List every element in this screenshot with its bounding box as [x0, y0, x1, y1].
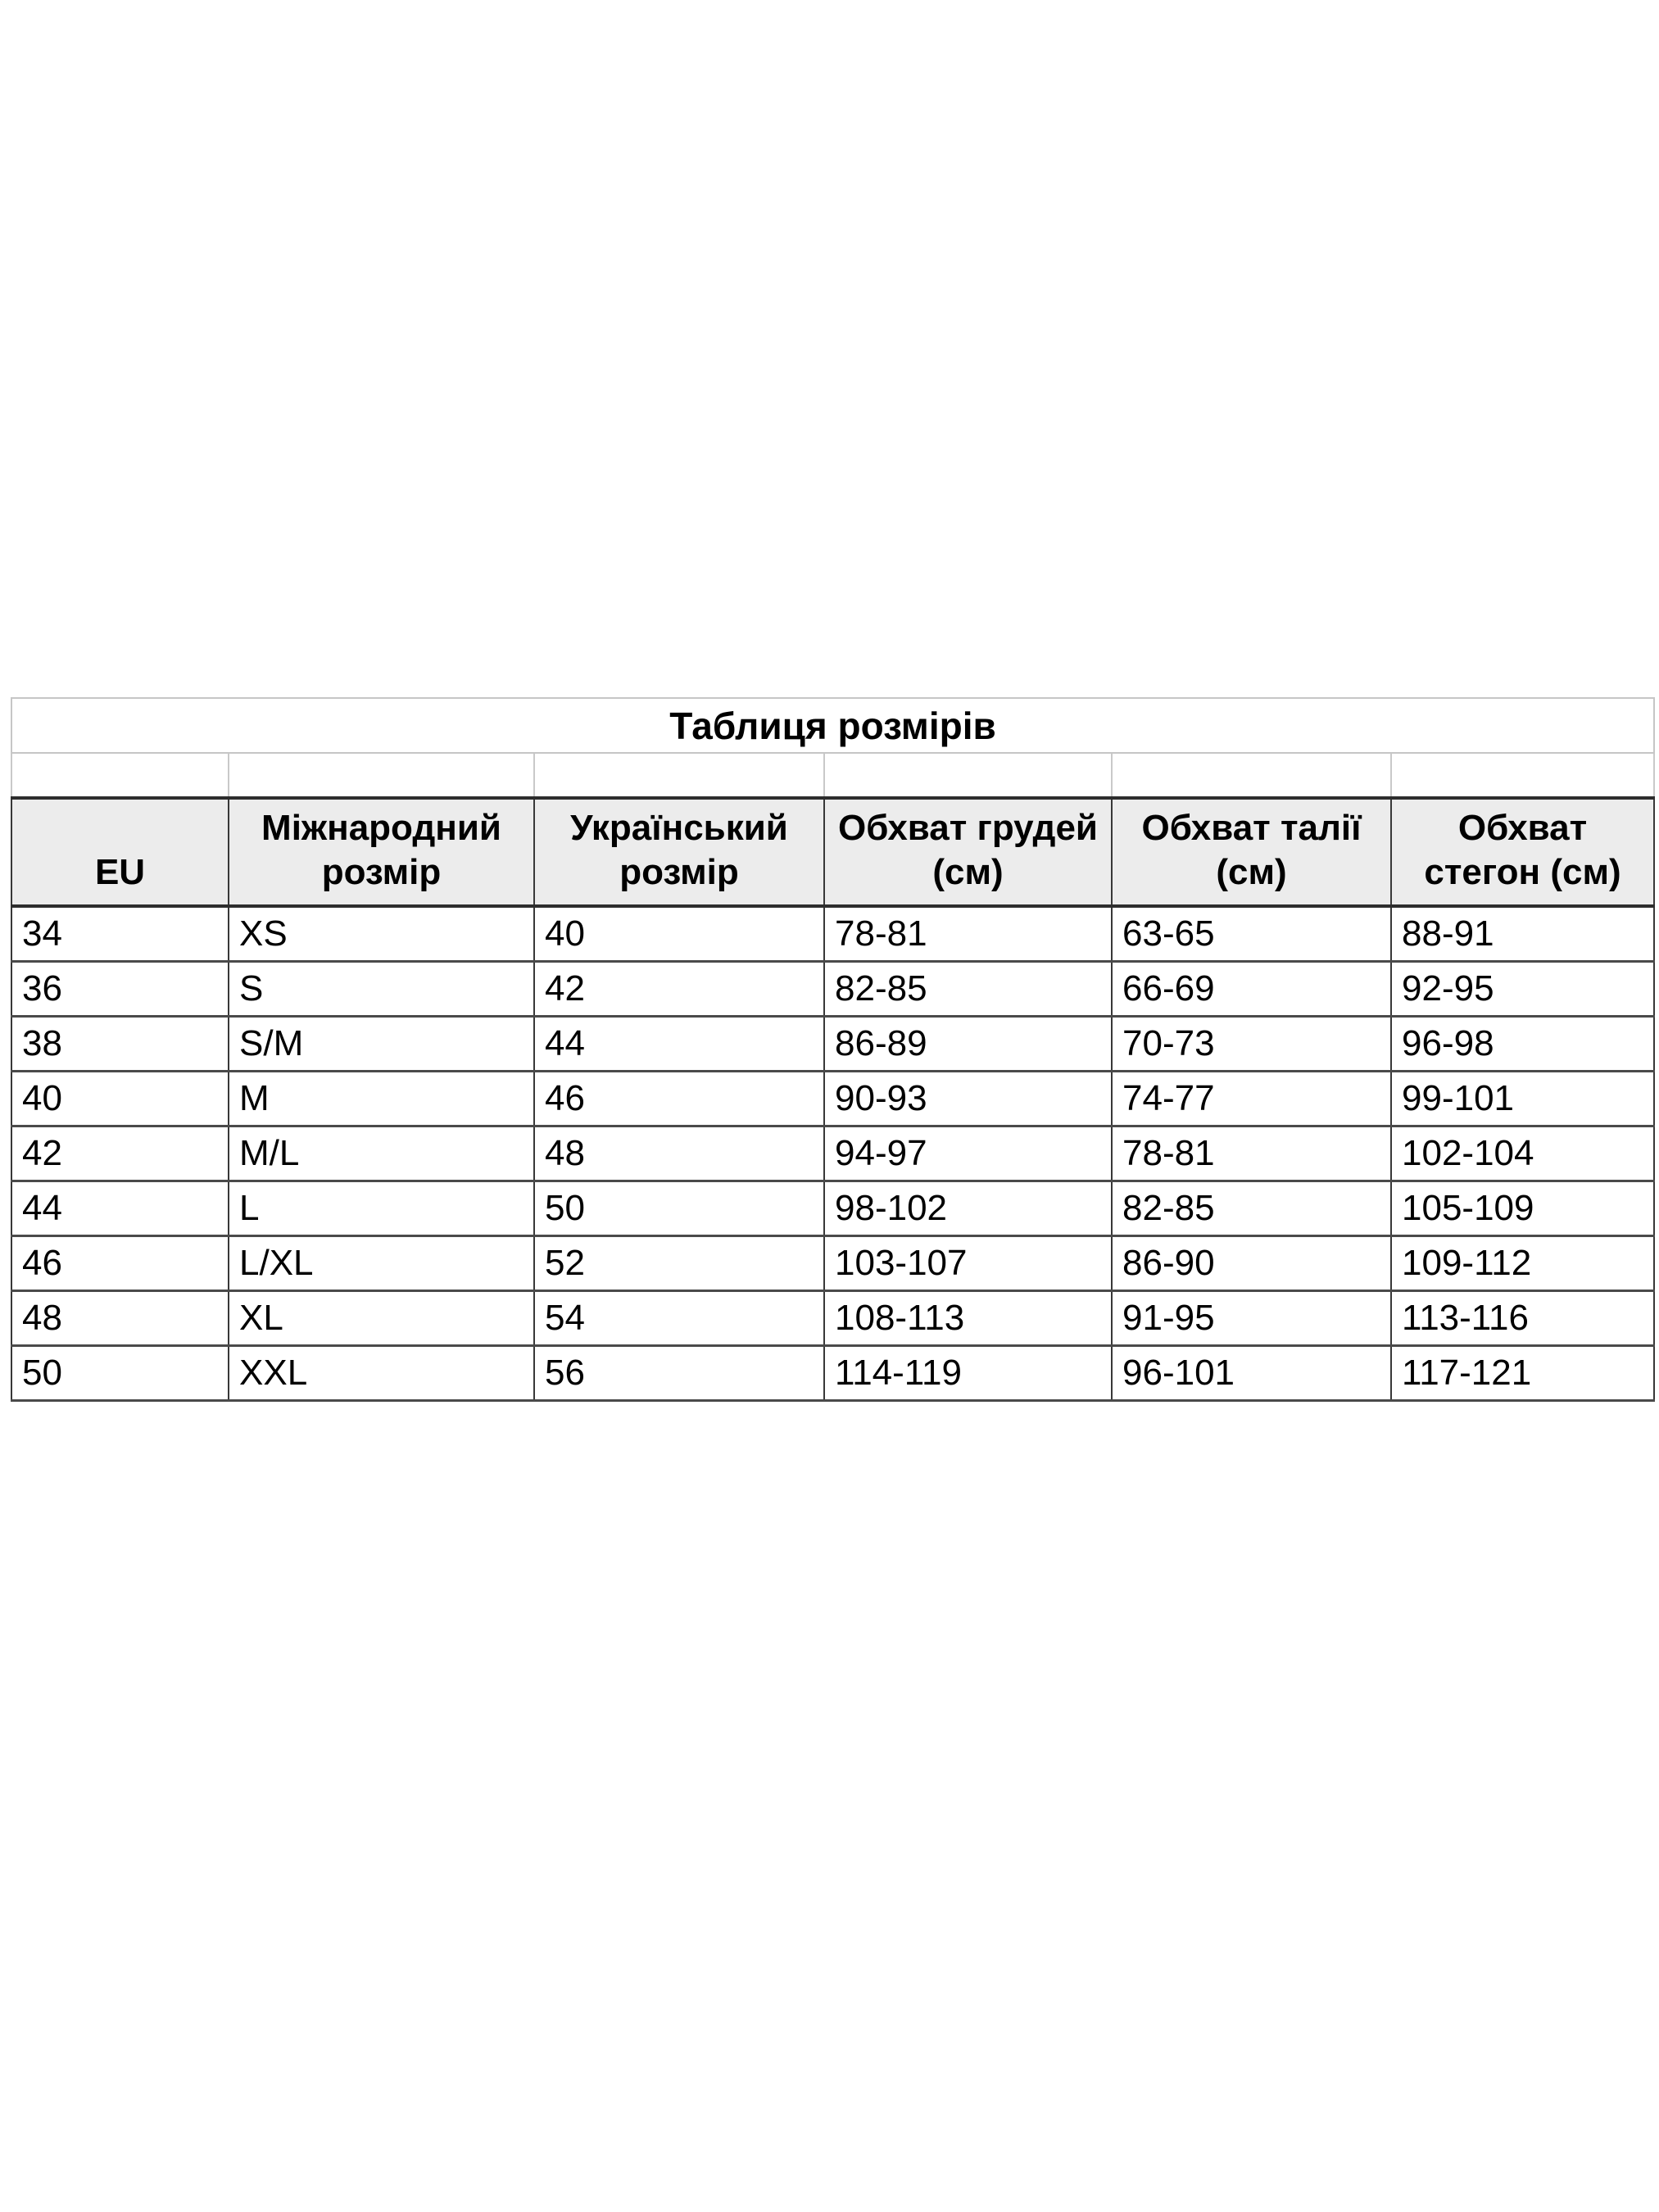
cell: 82-85 — [1112, 1181, 1391, 1235]
table-body — [11, 906, 1654, 1400]
table-row — [11, 1126, 1654, 1181]
column-header: Український розмір — [534, 798, 824, 906]
table-row — [11, 1016, 1654, 1071]
cell: 44 — [11, 1181, 229, 1235]
cell: 86-90 — [1112, 1235, 1391, 1290]
cell: 96-98 — [1391, 1016, 1654, 1071]
table-row — [11, 1181, 1654, 1235]
column-header: Обхват грудей (см) — [824, 798, 1112, 906]
cell: L/XL — [229, 1235, 534, 1290]
cell: 96-101 — [1112, 1345, 1391, 1400]
spacer-cell — [229, 753, 534, 798]
table-title: Таблиця розмірів — [11, 698, 1654, 753]
header-row — [11, 798, 1654, 906]
cell: 48 — [11, 1290, 229, 1345]
cell: 108-113 — [824, 1290, 1112, 1345]
cell: S — [229, 961, 534, 1016]
title-row — [11, 698, 1654, 753]
cell: 86-89 — [824, 1016, 1112, 1071]
cell: 78-81 — [1112, 1126, 1391, 1181]
column-header: EU — [11, 798, 229, 906]
cell: XL — [229, 1290, 534, 1345]
cell: 46 — [11, 1235, 229, 1290]
cell: 66-69 — [1112, 961, 1391, 1016]
table-row — [11, 906, 1654, 961]
cell: XXL — [229, 1345, 534, 1400]
cell: 44 — [534, 1016, 824, 1071]
table-row — [11, 1235, 1654, 1290]
spacer-cell — [824, 753, 1112, 798]
cell: 78-81 — [824, 906, 1112, 961]
cell: S/M — [229, 1016, 534, 1071]
cell: 117-121 — [1391, 1345, 1654, 1400]
spacer-cell — [1391, 753, 1654, 798]
cell: 113-116 — [1391, 1290, 1654, 1345]
cell: 40 — [534, 906, 824, 961]
cell: 70-73 — [1112, 1016, 1391, 1071]
table-row — [11, 1290, 1654, 1345]
cell: 88-91 — [1391, 906, 1654, 961]
cell: M/L — [229, 1126, 534, 1181]
cell: 103-107 — [824, 1235, 1112, 1290]
spacer-cell — [534, 753, 824, 798]
cell: 50 — [11, 1345, 229, 1400]
cell: 74-77 — [1112, 1071, 1391, 1126]
cell: 105-109 — [1391, 1181, 1654, 1235]
cell: 109-112 — [1391, 1235, 1654, 1290]
column-header: Обхват талії (см) — [1112, 798, 1391, 906]
cell: 91-95 — [1112, 1290, 1391, 1345]
cell: 42 — [534, 961, 824, 1016]
cell: 42 — [11, 1126, 229, 1181]
cell: 63-65 — [1112, 906, 1391, 961]
cell: 98-102 — [824, 1181, 1112, 1235]
cell: 56 — [534, 1345, 824, 1400]
cell: 50 — [534, 1181, 824, 1235]
cell: M — [229, 1071, 534, 1126]
cell: 34 — [11, 906, 229, 961]
size-table — [11, 697, 1655, 1402]
table-row — [11, 1345, 1654, 1400]
cell: 99-101 — [1391, 1071, 1654, 1126]
column-header: Обхват стегон (см) — [1391, 798, 1654, 906]
cell: 38 — [11, 1016, 229, 1071]
cell: 36 — [11, 961, 229, 1016]
table-row — [11, 961, 1654, 1016]
spacer-cell — [11, 753, 229, 798]
spacer-row — [11, 753, 1654, 798]
column-header: Міжнародний розмір — [229, 798, 534, 906]
cell: XS — [229, 906, 534, 961]
cell: 40 — [11, 1071, 229, 1126]
cell: 102-104 — [1391, 1126, 1654, 1181]
cell: 114-119 — [824, 1345, 1112, 1400]
table-row — [11, 1071, 1654, 1126]
cell: 92-95 — [1391, 961, 1654, 1016]
cell: 82-85 — [824, 961, 1112, 1016]
cell: 48 — [534, 1126, 824, 1181]
cell: 54 — [534, 1290, 824, 1345]
cell: L — [229, 1181, 534, 1235]
cell: 94-97 — [824, 1126, 1112, 1181]
cell: 90-93 — [824, 1071, 1112, 1126]
spacer-cell — [1112, 753, 1391, 798]
cell: 52 — [534, 1235, 824, 1290]
cell: 46 — [534, 1071, 824, 1126]
